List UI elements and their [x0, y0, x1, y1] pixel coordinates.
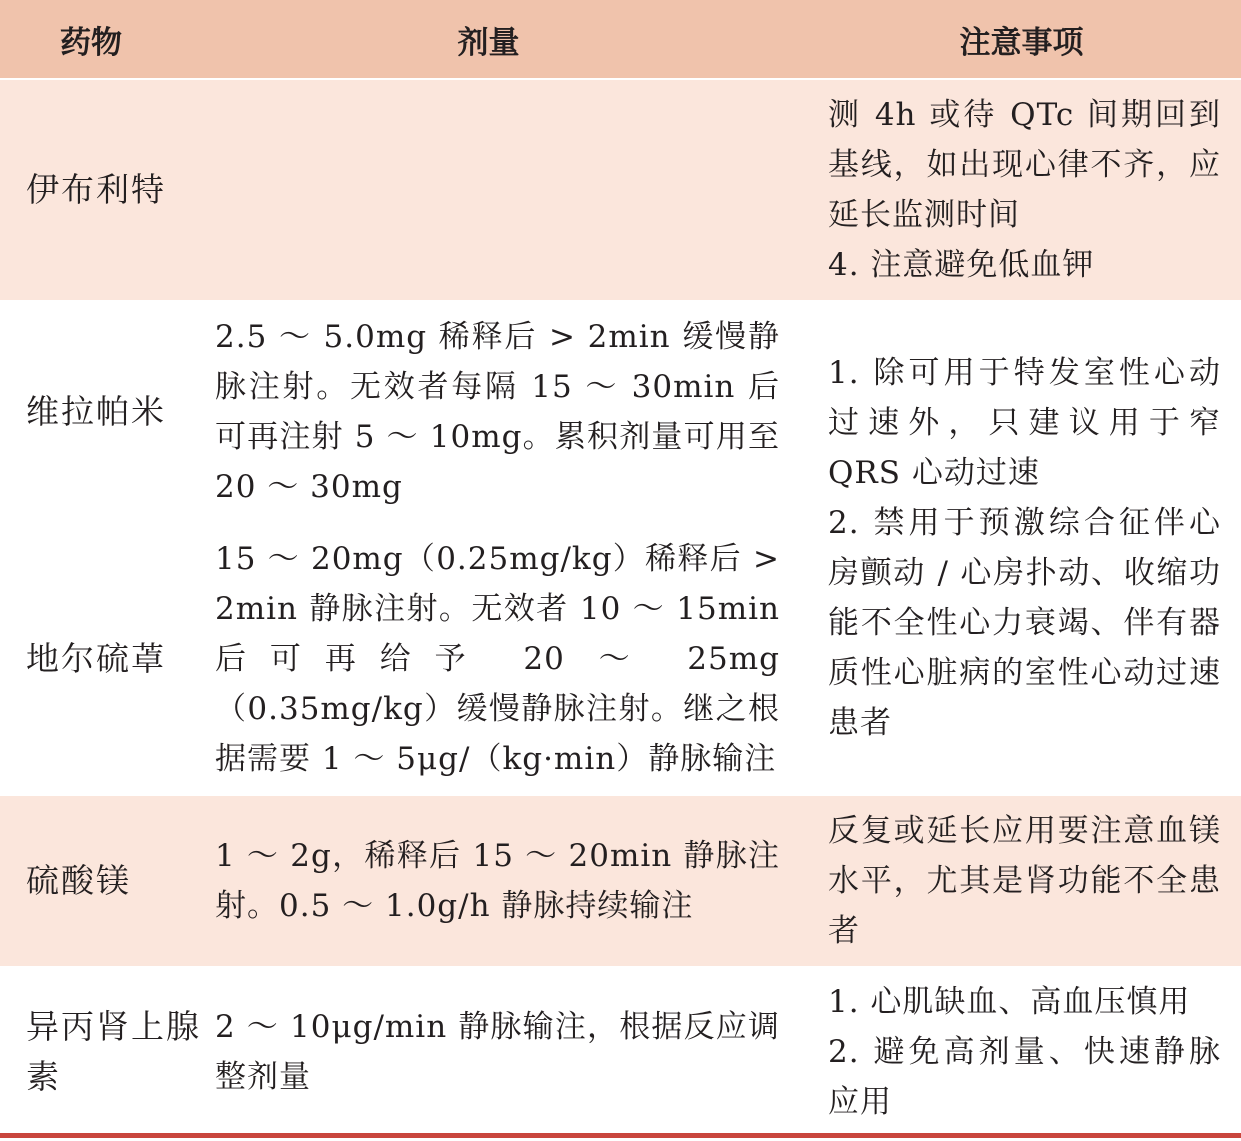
note-ibutilide-line-2: 4. 注意避免低血钾	[828, 247, 1095, 283]
dose-diltiazem: 15 ～ 20mg（0.25mg/kg）稀释后 > 2min 静脉注射。无效者 10 ～ 15min 后可再给予 20 ～ 25mg（0.35mg/kg）缓慢静脉注射。继之根据需要 1 ～ 5μg/（kg·min）静脉输注	[205, 523, 802, 795]
table-row-ibutilide	[0, 79, 1241, 301]
drug-name-isoproterenol: 异丙肾上腺素	[0, 967, 205, 1137]
table-header-row	[0, 0, 1241, 79]
table-row-magnesium	[0, 795, 1241, 967]
dose-verapamil: 2.5 ～ 5.0mg 稀释后 > 2min 缓慢静脉注射。无效者每隔 15 ～ 30min 后可再注射 5 ～ 10mg。累积剂量可用至 20 ～ 30mg	[205, 301, 802, 523]
header-dose: 剂量	[205, 0, 802, 79]
table-row-isoproterenol	[0, 967, 1241, 1137]
dose-ibutilide	[205, 79, 802, 301]
note-magnesium	[802, 795, 1241, 967]
drug-name-magnesium: 硫酸镁	[0, 795, 205, 967]
header-note: 注意事项	[802, 0, 1241, 79]
drug-name-verapamil: 维拉帕米	[0, 301, 205, 523]
drug-name-ibutilide: 伊布利特	[0, 79, 205, 301]
dose-isoproterenol: 2 ～ 10μg/min 静脉输注，根据反应调整剂量	[205, 967, 802, 1137]
drug-name-diltiazem: 地尔硫䓬	[0, 523, 205, 795]
note-ccb	[802, 301, 1241, 795]
note-ibutilide	[802, 79, 1241, 301]
note-isoproterenol-line-1: 1. 心肌缺血、高血压慎用	[828, 984, 1191, 1020]
note-isoproterenol	[802, 967, 1241, 1137]
header-drug: 药物	[0, 0, 205, 79]
note-ccb-line-2: 2. 禁用于预激综合征伴心房颤动 / 心房扑动、收缩功能不全性心力衰竭、伴有器质性心脏病的室性心动过速患者	[828, 505, 1221, 741]
note-magnesium-line-1: 反复或延长应用要注意血镁水平，尤其是肾功能不全患者	[828, 813, 1221, 949]
note-ccb-line-1: 1. 除可用于特发室性心动过速外，只建议用于窄 QRS 心动过速	[828, 355, 1221, 491]
note-ibutilide-line-1: 测 4h 或待 QTc 间期回到基线，如出现心律不齐，应延长监测时间	[828, 97, 1221, 233]
note-isoproterenol-line-2: 2. 避免高剂量、快速静脉应用	[828, 1034, 1221, 1120]
table-bottom-rule	[0, 1133, 1241, 1138]
table-row-verapamil	[0, 301, 1241, 523]
dose-magnesium: 1 ～ 2g，稀释后 15 ～ 20min 静脉注射。0.5 ～ 1.0g/h 静脉持续输注	[205, 795, 802, 967]
